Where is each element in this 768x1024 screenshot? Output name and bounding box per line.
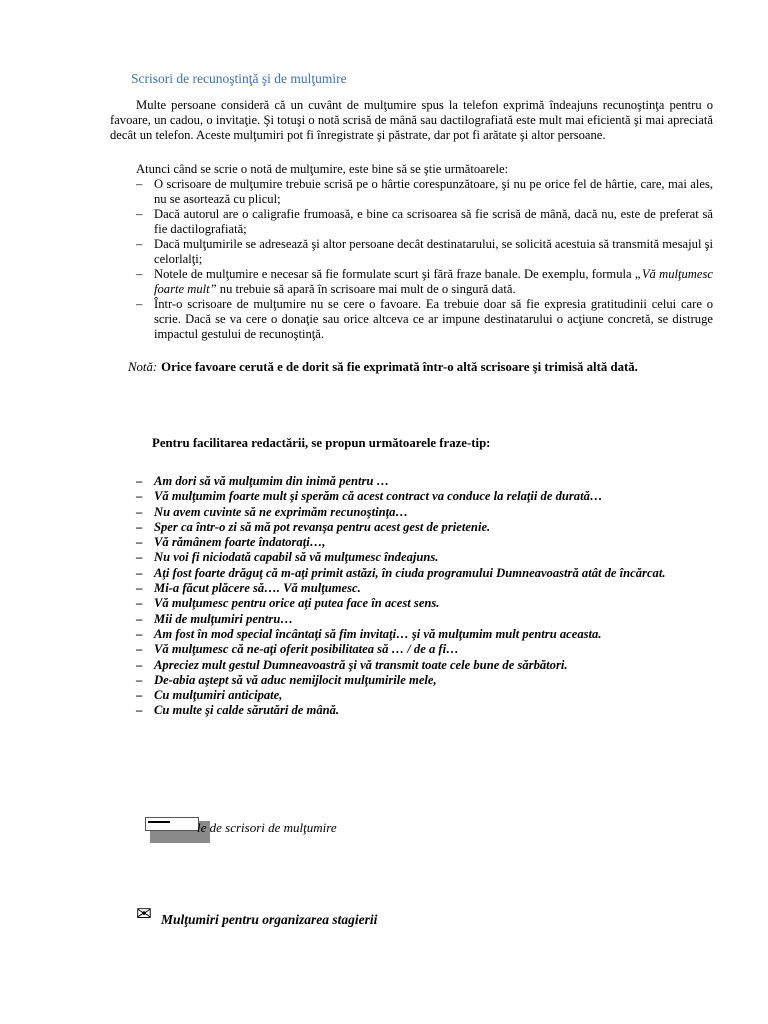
dash-marker: –: [136, 297, 143, 311]
dash-marker: –: [136, 688, 143, 703]
list-item: [110, 520, 713, 535]
phrases-list: [110, 474, 713, 719]
dash-marker: –: [136, 177, 143, 191]
dash-marker: –: [136, 565, 143, 580]
phrase-text: Vă rămânem foarte îndatoraţi…,: [154, 535, 326, 550]
embedded-object-frame[interactable]: [145, 817, 199, 831]
dash-marker: –: [136, 474, 143, 488]
phrase-text: Mi-a făcut plăcere să…. Vă mulţumesc.: [154, 581, 361, 596]
phrase-text: Nu voi fi niciodată capabil să vă mulţumesc îndeajuns.: [154, 550, 439, 565]
phrase-text: De-abia aştept să vă aduc nemijlocit mulţumirile mele,: [154, 672, 437, 687]
list-item: [110, 581, 713, 596]
dash-marker: –: [136, 626, 143, 641]
list-item: [110, 474, 713, 489]
list-item: [110, 627, 713, 642]
phrase-text: Vă mulţumesc pentru orice aţi putea face în acest sens.: [154, 596, 440, 611]
embedded-object-bar: [148, 821, 170, 823]
dash-marker: –: [136, 550, 143, 565]
rule-text: Notele de mulţumire e necesar să fie formulate scurt şi fără fraze banale. De exemplu, formula: [154, 267, 632, 281]
dash-marker: –: [136, 703, 143, 718]
phrase-text: Mii de mulţumiri pentru…: [154, 611, 293, 626]
phrase-text: Vă mulţumesc că ne-aţi oferit posibilitatea să … / de a fi…: [154, 642, 459, 657]
dash-marker: –: [136, 611, 143, 626]
rule-text: O scrisoare de mulţumire trebuie scrisă pe o hârtie corespunzătoare, şi nu pe orice fel de hârtie, care, mai ales, nu se asortează cu plicul;: [154, 177, 713, 206]
phrase-text: Vă mulţumim foarte mult şi sperăm că acest contract va conduce la relaţii de durată…: [154, 489, 603, 504]
list-item: [110, 489, 713, 504]
rules-list: [110, 177, 713, 342]
list-item: [110, 550, 713, 565]
list-item: [110, 505, 713, 520]
page-title: Scrisori de recunoştinţă şi de mulţumire: [131, 71, 347, 86]
dash-marker: –: [136, 657, 143, 672]
phrase-text: Am dori să vă mulţumim din inimă pentru …: [154, 474, 390, 488]
phrase-text: Nu avem cuvinte să ne exprimăm recunoştinţa…: [154, 504, 408, 519]
list-item: [110, 207, 713, 237]
intro-paragraph: Multe persoane consideră că un cuvânt de mulţumire spus la telefon exprimă îndeajuns recunoştinţa pentru o favoare, un cadou, o invitaţie. Şi totuşi o notă scrisă de mână sau dactilografiată este mult mai eficientă şi mai apreciată decât un telefon. Aceste mulţumiri pot fi înregistrate şi păstrate, dar pot fi arătate şi altor persoane.: [110, 98, 713, 142]
list-item: [110, 267, 713, 297]
rule-text: Dacă mulţumirile se adresează şi altor persoane decât destinatarului, se solicită acestuia să transmită mesajul şi celorlalţi;: [154, 237, 713, 266]
dash-marker: –: [136, 581, 143, 596]
list-item: [110, 673, 713, 688]
list-item: [110, 237, 713, 267]
list-item: [110, 535, 713, 550]
examples-caption: le de scrisori de mulţumire: [197, 820, 337, 835]
note: [128, 360, 638, 375]
list-item: [110, 566, 713, 581]
list-item: [110, 703, 713, 718]
dash-marker: –: [136, 519, 143, 534]
phrase-text: Apreciez mult gestul Dumneavoastră şi vă transmit toate cele bune de sărbători.: [154, 657, 568, 672]
rule-text: Dacă autorul are o caligrafie frumoasă, e bine ca scrisoarea să fie scrisă de mână, dacă nu, este de preferat să fie dactilografiată;: [154, 207, 713, 236]
dash-marker: –: [136, 237, 143, 251]
dash-marker: –: [136, 672, 143, 687]
list-item: [110, 642, 713, 657]
dash-marker: –: [136, 642, 143, 657]
list-item: [110, 596, 713, 611]
phrase-text: Aţi fost foarte drăguţ că m-aţi primit astăzi, în ciuda programului Dumneavoastră atât de încărcat.: [154, 565, 666, 580]
dash-marker: –: [136, 207, 143, 221]
list-item: [110, 688, 713, 703]
phrases-heading: Pentru facilitarea redactării, se propun următoarele fraze-tip:: [152, 436, 491, 450]
envelope-icon: ✉: [136, 904, 152, 925]
dash-marker: –: [136, 535, 143, 550]
list-item: [110, 612, 713, 627]
list-item: [110, 297, 713, 342]
rule-text-end: nu trebuie să apară în scrisoare mai mult de o singură dată.: [216, 282, 516, 296]
rule-text: Într-o scrisoare de mulţumire nu se cere o favoare. Ea trebuie doar să fie expresia gratitudinii celui care o scrie. Dacă se va cere o donaţie sau orice altceva ce ar impune destinatarului o acţiune concretă, se distruge impactul gestului de recunoştinţă.: [154, 297, 713, 341]
section-heading: Mulţumiri pentru organizarea stagierii: [161, 912, 378, 927]
phrase-text: Am fost în mod special încântaţi să fim invitaţi… şi vă mulţumim mult pentru aceasta.: [154, 626, 602, 641]
phrase-text: Sper ca într-o zi să mă pot revanşa pentru acest gest de prietenie.: [154, 519, 491, 534]
rule-quote: „Vă mulţumesc foarte mult”: [154, 267, 713, 296]
dash-marker: –: [136, 504, 143, 519]
list-item: [110, 658, 713, 673]
rules-intro: Atunci când se scrie o notă de mulţumire, este bine să se ştie următoarele:: [136, 162, 509, 176]
note-label: Notă:: [128, 360, 158, 374]
dash-marker: –: [136, 489, 143, 504]
phrase-text: Cu multe şi calde sărutări de mână.: [154, 703, 340, 718]
dash-marker: –: [136, 596, 143, 611]
note-text: Orice favoare cerută e de dorit să fie exprimată într-o altă scrisoare şi trimisă altă dată.: [161, 360, 638, 374]
phrase-text: Cu mulţumiri anticipate,: [154, 688, 283, 703]
list-item: [110, 177, 713, 207]
dash-marker: –: [136, 267, 143, 281]
